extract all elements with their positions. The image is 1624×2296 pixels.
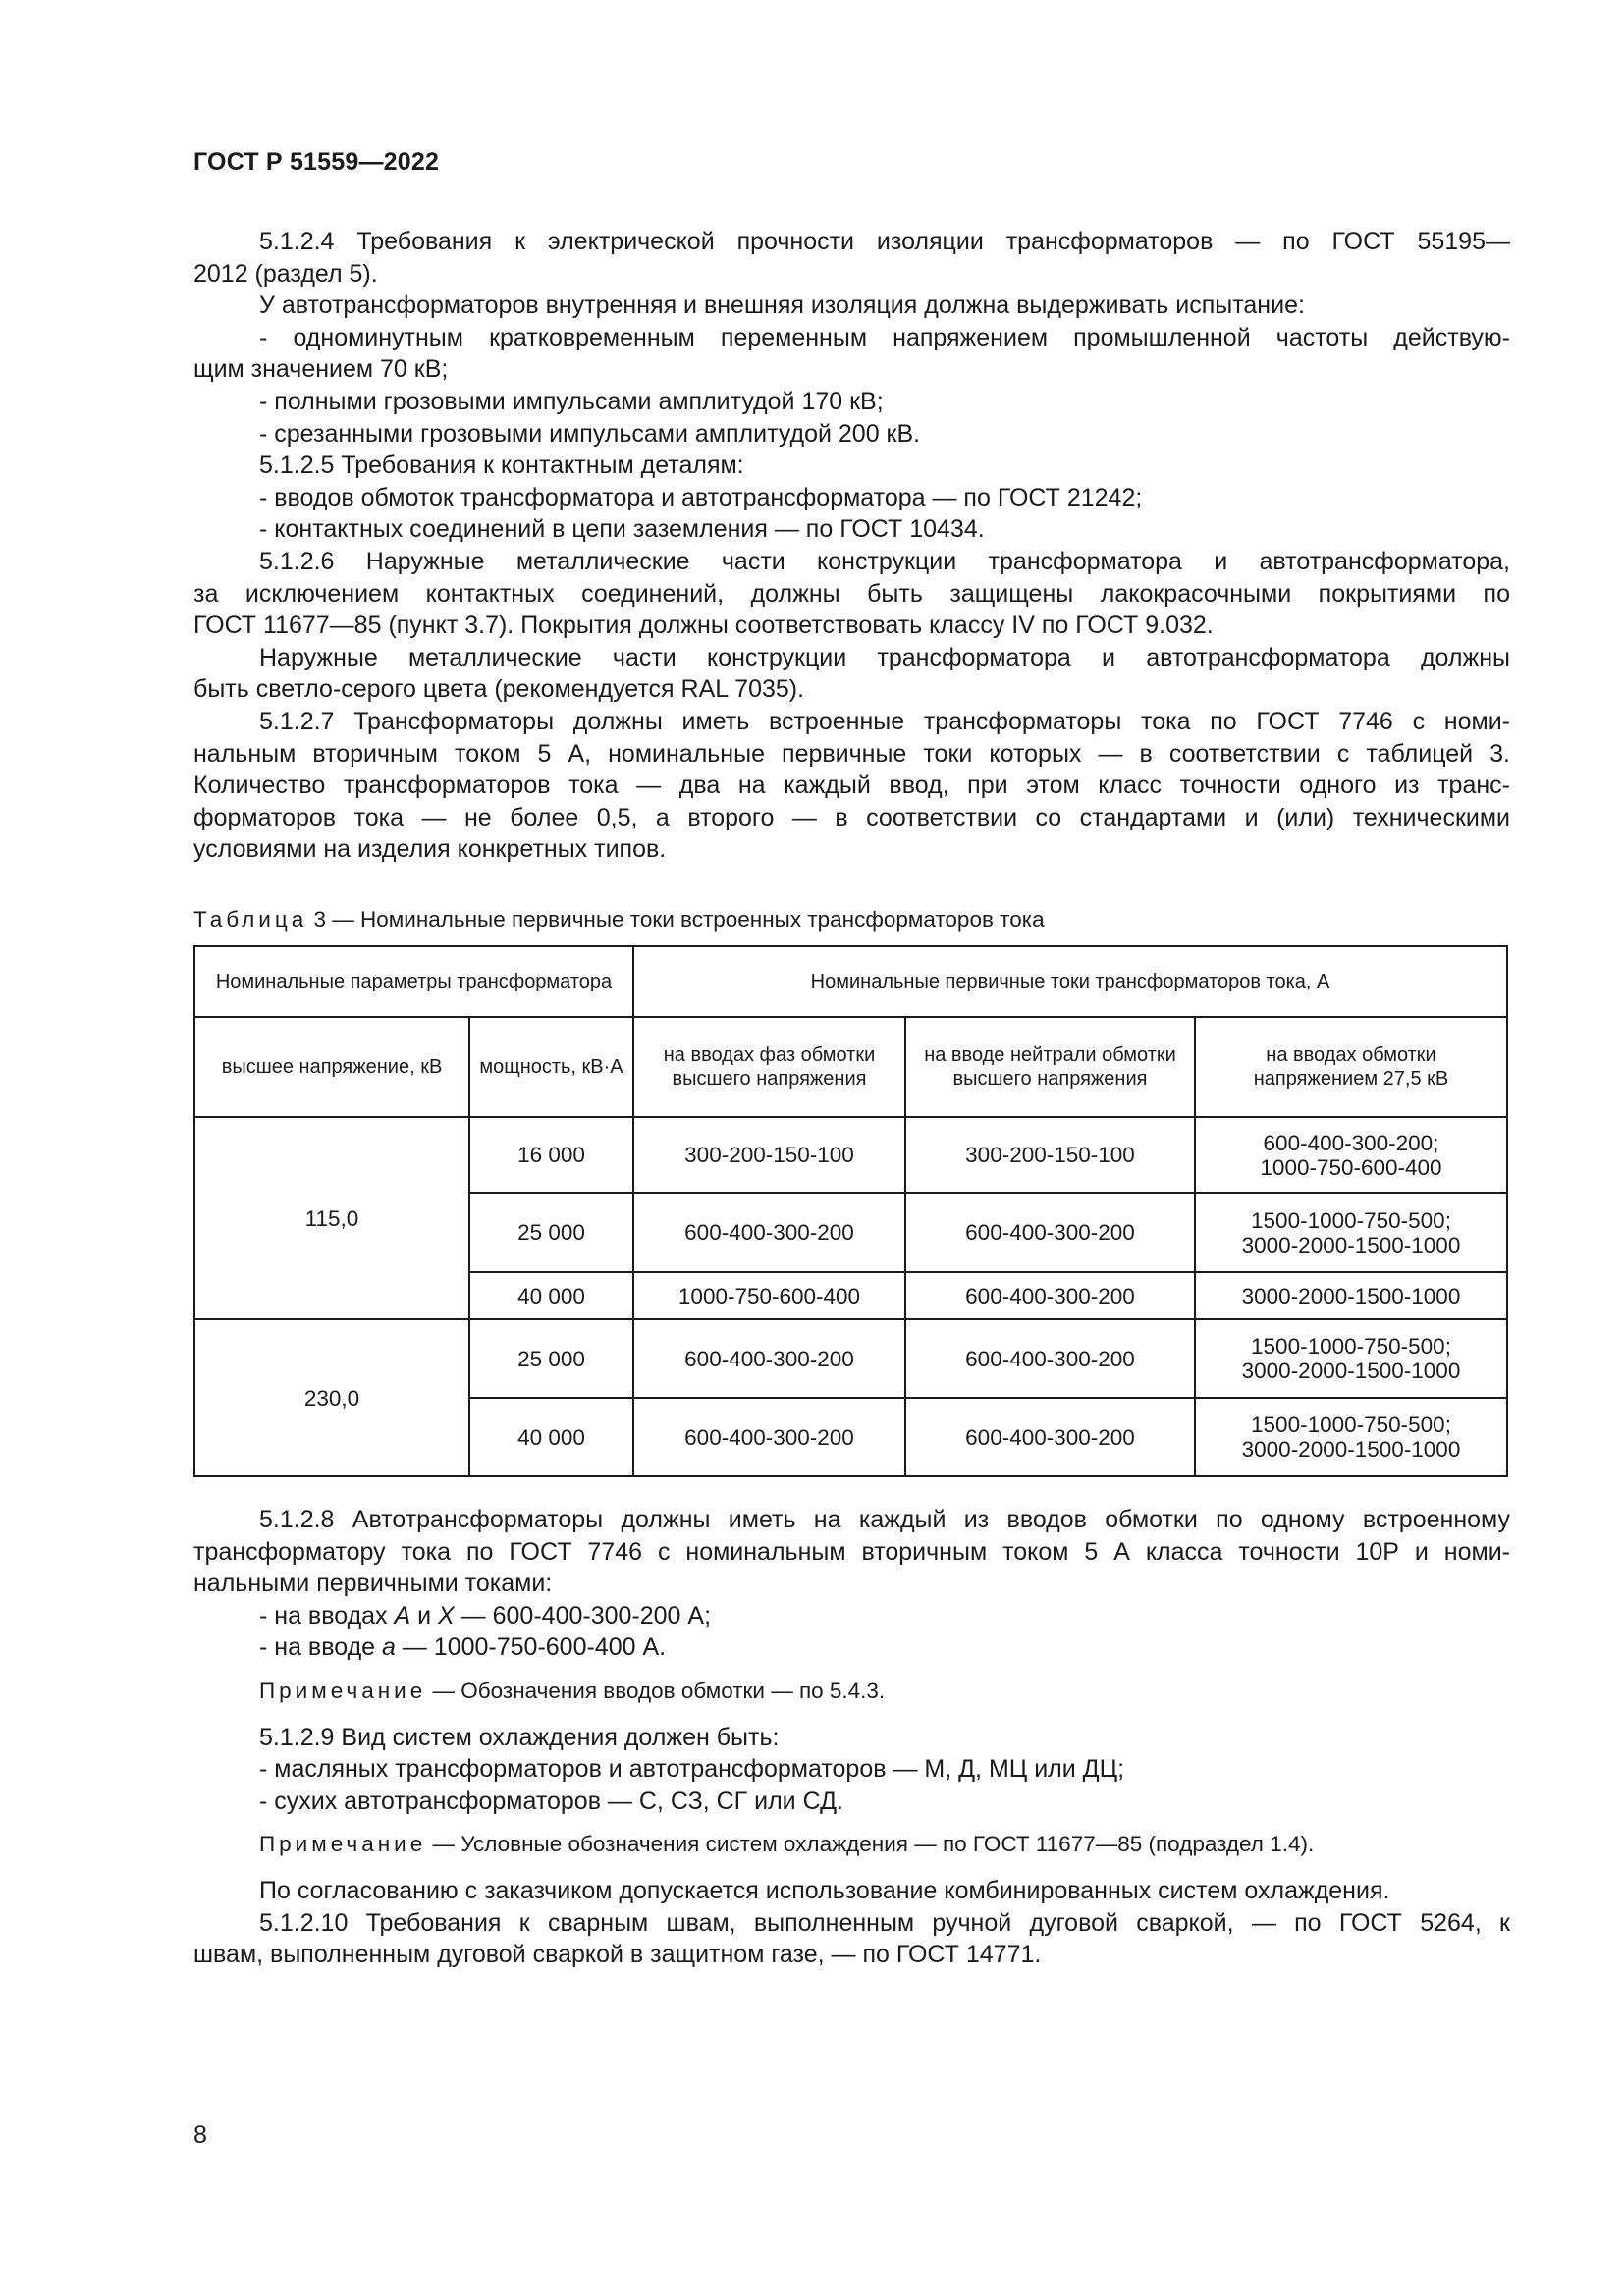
text-line: швам, выполненным дуговой сваркой в защитном газе, — по ГОСТ 14771.	[193, 1941, 1042, 1969]
cell-line: 3000-2000-1500-1000	[1241, 1359, 1461, 1383]
text-run: - на вводах	[259, 1601, 395, 1629]
text-line: щим значением 70 кВ;	[193, 355, 449, 384]
table-header-cell: Номинальные параметры трансформатора	[194, 946, 633, 1017]
text-line: 5.1.2.4 Требования к электрической прочности изоляции трансформаторов — по ГОСТ 55195—	[259, 228, 1510, 255]
note-text: — Обозначения вводов обмотки — по 5.4.3.	[426, 1678, 886, 1703]
table-caption	[193, 907, 1045, 933]
table-cell: 40 000	[469, 1398, 633, 1476]
cell-line: 3000-2000-1500-1000	[1241, 1232, 1461, 1257]
table-cell: 40 000	[469, 1272, 633, 1319]
table-cell: 600-400-300-200	[633, 1193, 905, 1272]
text-line: нальными первичными токами:	[193, 1570, 553, 1598]
cell-line: 1500-1000-750-500;	[1251, 1334, 1451, 1359]
paragraph-5-1-2-10	[193, 1907, 1510, 1971]
paragraph-5-1-2-4	[193, 226, 1510, 290]
text-line: ГОСТ 11677—85 (пункт 3.7). Покрытия должны соответствовать классу IV по ГОСТ 9.032.	[193, 612, 1214, 640]
table-header-cell: мощность, кВ·А	[469, 1017, 633, 1117]
table-cell: 600-400-300-200	[905, 1193, 1195, 1272]
paragraph-color	[193, 642, 1510, 706]
cell-line: 1500-1000-750-500;	[1251, 1207, 1451, 1233]
text-line: 5.1.2.7 Трансформаторы должны иметь встроенные трансформаторы тока по ГОСТ 7746 с номи-	[259, 707, 1510, 735]
paragraph-5-1-2-6	[193, 546, 1510, 642]
table-cell: 16 000	[469, 1117, 633, 1193]
note-text: — Условные обозначения систем охлаждения — по ГОСТ 11677—85 (подраздел 1.4).	[426, 1832, 1315, 1857]
table-header-cell: Номинальные первичные токи трансформаторов тока, А	[633, 946, 1507, 1017]
text-run-italic: А	[394, 1601, 411, 1629]
list-item: - масляных трансформаторов и автотрансформаторов — М, Д, МЦ или ДЦ;	[259, 1755, 1125, 1784]
list-item	[193, 322, 1510, 386]
paragraph-5-1-2-7	[193, 706, 1510, 866]
table-header-cell: на вводе нейтрали обмотки высшего напряжения	[905, 1017, 1195, 1117]
document-header: ГОСТ Р 51559—2022	[193, 148, 440, 176]
paragraph-5-1-2-9: 5.1.2.9 Вид систем охлаждения должен быть:	[259, 1723, 780, 1751]
table-cell: 600-400-300-200	[905, 1272, 1195, 1319]
table-cell: 25 000	[469, 1319, 633, 1398]
text-line: 5.1.2.10 Требования к сварным швам, выполненным ручной дуговой сваркой, — по ГОСТ 5264, к	[259, 1908, 1510, 1937]
paragraph-5-1-2-8	[193, 1504, 1510, 1600]
list-item: - вводов обмоток трансформатора и автотрансформатора — по ГОСТ 21242;	[259, 483, 1143, 511]
text-line: Количество трансформаторов тока — два на каждый ввод, при этом класс точности одного из транс-	[193, 772, 1510, 800]
table-header-cell: высшее напряжение, кВ	[194, 1017, 469, 1117]
table-cell	[1195, 1193, 1507, 1272]
table-cell: 600-400-300-200	[905, 1398, 1195, 1476]
text-line: Наружные металлические части конструкции трансформатора и автотрансформатора должны	[259, 643, 1510, 671]
text-line: 5.1.2.8 Автотрансформаторы должны иметь на каждый из вводов обмотки по одному встроенному	[259, 1506, 1510, 1533]
paragraph-autotransformer-insulation: У автотрансформаторов внутренняя и внешняя изоляция должна выдерживать испытание:	[259, 292, 1305, 320]
text-line: условиями на изделия конкретных типов.	[193, 835, 667, 864]
text-run-italic: а	[382, 1633, 396, 1662]
table-cell: 1000-750-600-400	[633, 1272, 905, 1319]
text-run: — 1000-750-600-400 А.	[395, 1633, 667, 1662]
note-word: Примечание	[259, 1678, 427, 1703]
table-header-cell: на вводах фаз обмотки высшего напряжения	[633, 1017, 905, 1117]
text-run-italic: Х	[438, 1601, 455, 1629]
paragraph-5-1-2-5: 5.1.2.5 Требования к контактным деталям:	[259, 452, 744, 480]
table-cell: 600-400-300-200	[905, 1319, 1195, 1398]
cell-line: 3000-2000-1500-1000	[1241, 1437, 1461, 1462]
cell-line: 1500-1000-750-500;	[1251, 1413, 1451, 1437]
cell-line: 1000-750-600-400	[1260, 1154, 1442, 1180]
table-cell-voltage: 230,0	[194, 1319, 469, 1476]
list-item: - контактных соединений в цепи заземления — по ГОСТ 10434.	[259, 515, 985, 544]
table-cell: 25 000	[469, 1193, 633, 1272]
table-cell: 600-400-300-200	[633, 1319, 905, 1398]
text-line: нальным вторичным током 5 А, номинальные первичные токи которых — в соответствии с таблицей 3.	[193, 739, 1510, 768]
list-item: - полными грозовыми импульсами амплитудой 170 кВ;	[259, 387, 884, 415]
note-word: Примечание	[259, 1832, 427, 1857]
table-cell	[1195, 1398, 1507, 1476]
table-cell: 300-200-150-100	[633, 1117, 905, 1193]
table-cell-voltage: 115,0	[194, 1117, 469, 1319]
table-header-cell: на вводах обмотки напряжением 27,5 кВ	[1195, 1017, 1507, 1117]
list-item: - сухих автотрансформаторов — С, СЗ, СГ или СД.	[259, 1787, 843, 1815]
paragraph-combined-cooling: По согласованию с заказчиком допускается использование комбинированных систем охлаждения.	[259, 1876, 1390, 1904]
list-item: - срезанными грозовыми импульсами амплитудой 200 кВ.	[259, 419, 921, 448]
list-item	[193, 1600, 1510, 1632]
text-run: — 600-400-300-200 А;	[454, 1601, 712, 1629]
text-line: 2012 (раздел 5).	[193, 259, 378, 288]
text-line: - одноминутным кратковременным переменным напряжением промышленной частоты действую-	[259, 323, 1510, 351]
table-cell	[1195, 1319, 1507, 1398]
note	[193, 1829, 1510, 1861]
text-line: трансформатору тока по ГОСТ 7746 с номинальным вторичным током 5 А класса точности 10Р и номи-	[193, 1537, 1510, 1566]
text-line: быть светло-серого цвета (рекомендуется RAL 7035).	[193, 675, 805, 704]
cell-line: 600-400-300-200;	[1263, 1130, 1439, 1155]
table-cell	[1195, 1117, 1507, 1193]
table-cell: 300-200-150-100	[905, 1117, 1195, 1193]
body-text-bottom	[193, 1504, 1510, 1971]
table-cell: 600-400-300-200	[633, 1398, 905, 1476]
table-caption-word: Таблица	[193, 907, 308, 932]
text-run: и	[410, 1601, 439, 1629]
text-line: за исключением контактных соединений, должны быть защищены лакокрасочными покрытиями по	[193, 579, 1510, 608]
body-text-top	[193, 226, 1510, 866]
text-line: 5.1.2.6 Наружные металлические части конструкции трансформатора и автотрансформатора,	[259, 547, 1510, 575]
page-number: 8	[193, 2121, 207, 2149]
text-run: - на вводе	[259, 1633, 382, 1662]
table-cell: 3000-2000-1500-1000	[1195, 1272, 1507, 1319]
note	[193, 1676, 1510, 1708]
text-line: форматоров тока — не более 0,5, а второго — в соответствии со стандартами и (или) техническими	[193, 803, 1510, 831]
table-3	[193, 945, 1508, 1477]
table-caption-text: 3 — Номинальные первичные токи встроенных трансформаторов тока	[313, 907, 1045, 932]
list-item	[193, 1631, 1510, 1664]
